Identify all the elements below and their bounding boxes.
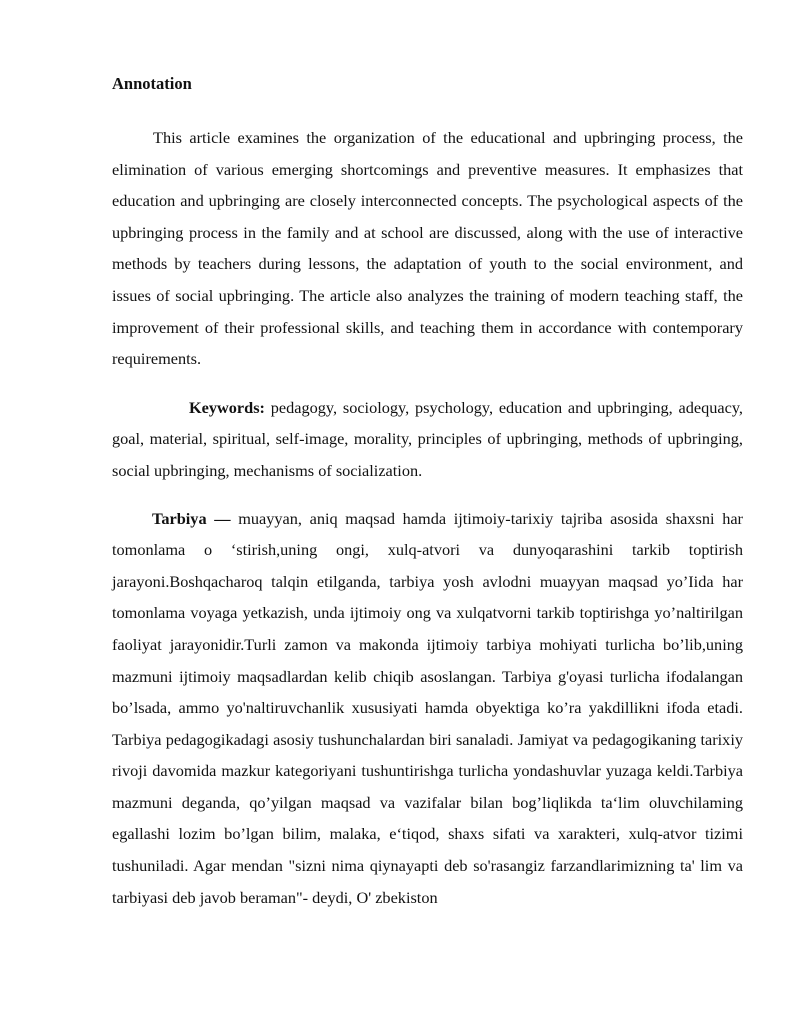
keywords-list: pedagogy, sociology, psychology, education and upbringing, adequacy, goal, material, spiritual, self-image, morality, principles of upbringing, methods of upbringing, social upbringing, mechanisms of socialization. <box>112 397 743 480</box>
keywords-paragraph <box>112 392 743 487</box>
body-lead-term: Tarbiya — <box>152 508 231 528</box>
body-paragraph <box>112 503 743 914</box>
keywords-label: Keywords: <box>189 397 265 417</box>
body-text: muayyan, aniq maqsad hamda ijtimoiy-tarixiy tajriba asosida shaxsni har tomonlama o ‘stirish,uning ongi, xulq-atvori va dunyoqarashini tarkib toptirish jarayoni.Boshqacharoq talqin etilganda, tarbiya yosh avlodni muayyan maqsad yo’Iida har tomonlama voyaga yetkazish, unda ijtimoiy ong va xulqatvorni tarkib toptirishga yo’naltirilgan faoliyat jarayonidir.Turli zamon va makonda ijtimoiy tarbiya mohiyati turlicha bo’lib,uning mazmuni ijtimoiy maqsadlardan kelib chiqib asoslangan. Tarbiya g'oyasi turlicha ifodalangan bo’lsada, ammo yo'naltiruvchanlik xususiyati hamda obyektiga ko’ra yakdillikni ifoda etadi. Tarbiya pedagogikadagi asosiy tushunchalardan biri sanaladi. Jamiyat va pedagogikaning tarixiy rivoji davomida mazkur kategoriyani tushuntirishga turlicha yondashuvlar yuzaga keldi.Tarbiya mazmuni deganda, qo’yilgan maqsad va vazifalar bilan bog’liqlikda ta‘lim oluvchilaming egallashi lozim bo’lgan bilim, malaka, e‘tiqod, shaxs sifati va xarakteri, xulq-atvor tizimi tushuniladi. Agar mendan "sizni nima qiynayapti deb so'rasangiz farzandlarimizning ta' lim va tarbiyasi deb javob beraman"- deydi, O' zbekiston <box>112 508 743 907</box>
annotation-paragraph: This article examines the organization of the educational and upbringing process, the elimination of various emerging shortcomings and preventive measures. It emphasizes that education and upbringing are closely interconnected concepts. The psychological aspects of the upbringing process in the family and at school are discussed, along with the use of interactive methods by teachers during lessons, the adaptation of youth to the social environment, and issues of social upbringing. The article also analyzes the training of modern teaching staff, the improvement of their professional skills, and teaching them in accordance with contemporary requirements. <box>112 128 743 369</box>
annotation-heading: Annotation <box>112 74 192 93</box>
